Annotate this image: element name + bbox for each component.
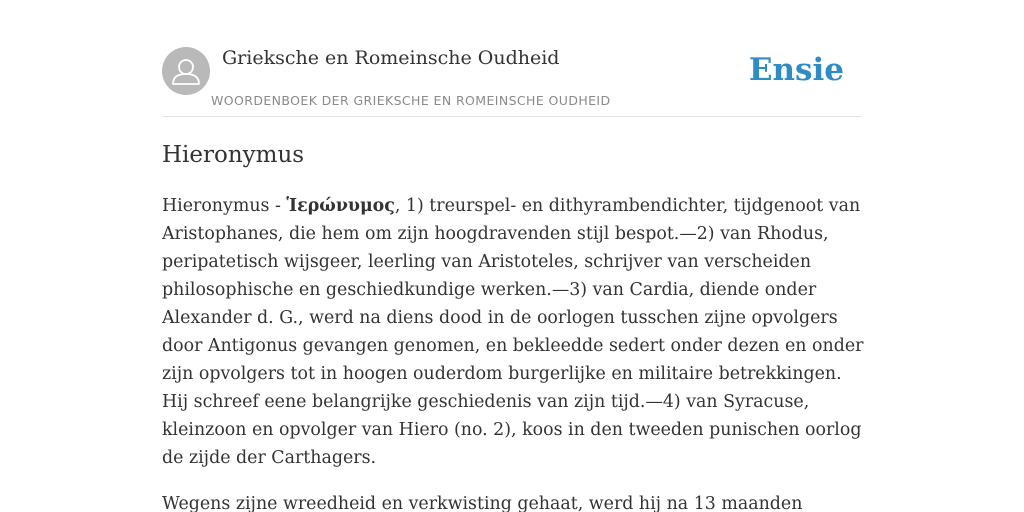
article-paragraph: Wegens zijne wreedheid en verkwisting gehaat, werd hij na 13 maanden	[162, 494, 803, 512]
intro-term: Hieronymus -	[162, 196, 287, 216]
site-subtitle: WOORDENBOEK DER GRIEKSCHE EN ROMEINSCHE OUDHEID	[211, 93, 611, 108]
article-body	[162, 192, 866, 512]
ensie-logo[interactable]: Ensie	[748, 52, 844, 88]
site-title-link[interactable]: Grieksche en Romeinsche Oudheid	[222, 47, 560, 69]
greek-term: Ἱερώνυμος	[286, 196, 395, 216]
site-header	[162, 46, 862, 117]
user-icon[interactable]	[162, 47, 210, 95]
article-paragraph	[162, 192, 866, 472]
paragraph-text: , 1) treurspel- en dithyrambendichter, tijdgenoot van Aristophanes, die hem om zijn hoogdravenden stijl bespot.—2) van Rhodus, peripatetisch wijsgeer, leerling van Aristoteles, schrijver van verscheiden philosophische en geschiedkundige werken.—3) van Cardia, diende onder Alexander d. G., werd na diens dood in de oorlogen tusschen zijne opvolgers door Antigonus gevangen genomen, en bekleedde sedert onder dezen en onder zijn opvolgers tot in hoogen ouderdom burgerlijke en militaire betrekkingen. Hij schreef eene belangrijke geschiedenis van zijn tijd.—4) van Syracuse, kleinzoon en opvolger van Hiero (no. 2), koos in den tweeden punischen oorlog de zijde der Carthagers.	[162, 196, 864, 468]
article-title: Hieronymus	[162, 142, 305, 168]
